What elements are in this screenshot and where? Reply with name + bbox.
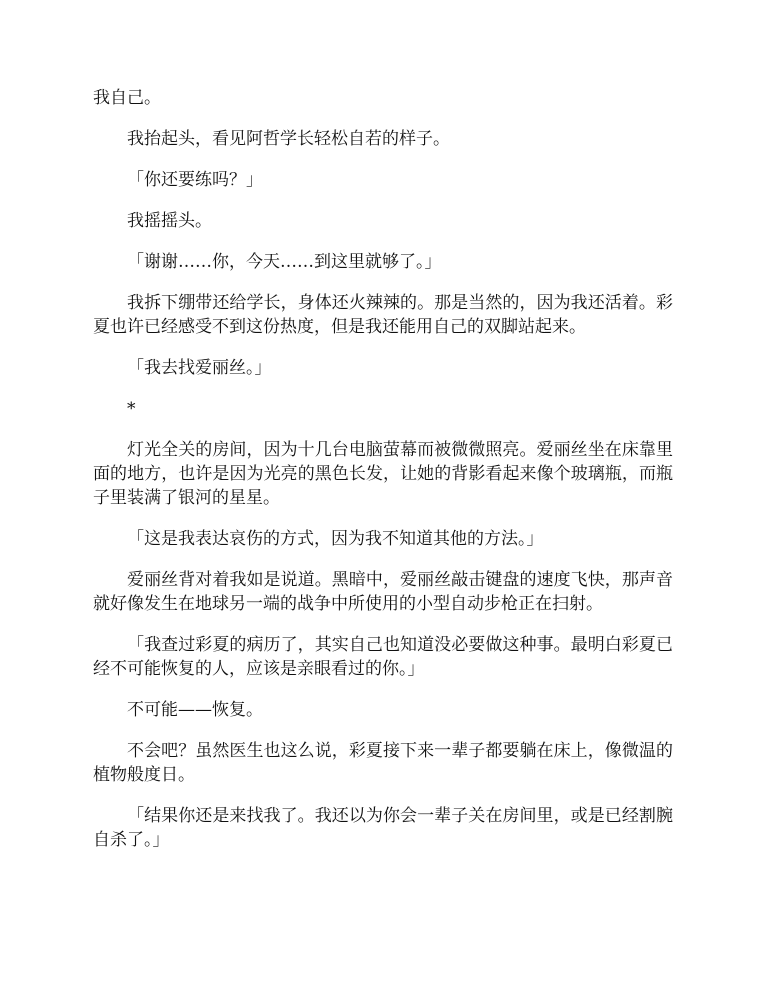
paragraph-2: 我抬起头，看见阿哲学长轻松自若的样子。 xyxy=(127,129,450,149)
paragraph-4: 我摇摇头。 xyxy=(127,211,212,231)
paragraph-13: 不可能——恢复。 xyxy=(127,700,263,720)
paragraph-7: 「我去找爱丽丝。」 xyxy=(127,358,272,378)
paragraph-6: 我拆下绷带还给学长，身体还火辣辣的。那是当然的，因为我还活着。彩夏也许已经感受不到这份热度，但是我还能用自己的双脚站起来。 xyxy=(93,293,673,337)
paragraph-10: 「这是我表达哀伤的方式，因为我不知道其他的方法。」 xyxy=(127,529,544,549)
document-page xyxy=(93,86,673,869)
paragraph-11: 爱丽丝背对着我如是说道。黑暗中，爱丽丝敲击键盘的速度飞快，那声音就好像发生在地球另一端的战争中所使用的小型自动步枪正在扫射。 xyxy=(93,570,673,614)
scene-break: * xyxy=(127,399,136,419)
paragraph-15: 「结果你还是来找我了。我还以为你会一辈子关在房间里，或是已经割腕自杀了。」 xyxy=(93,806,673,850)
paragraph-9: 灯光全关的房间，因为十几台电脑萤幕而被微微照亮。爱丽丝坐在床靠里面的地方，也许是因为光亮的黑色长发，让她的背影看起来像个玻璃瓶，而瓶子里装满了银河的星星。 xyxy=(93,440,673,508)
paragraph-5: 「谢谢……你，今天……到这里就够了。」 xyxy=(127,252,442,272)
paragraph-3: 「你还要练吗？」 xyxy=(127,170,263,190)
paragraph-14: 不会吧？虽然医生也这么说，彩夏接下来一辈子都要躺在床上，像微温的植物般度日。 xyxy=(93,741,673,785)
paragraph-1: 我自己。 xyxy=(93,88,161,108)
paragraph-12: 「我查过彩夏的病历了，其实自己也知道没必要做这种事。最明白彩夏已经不可能恢复的人，应该是亲眼看过的你。」 xyxy=(93,635,673,679)
